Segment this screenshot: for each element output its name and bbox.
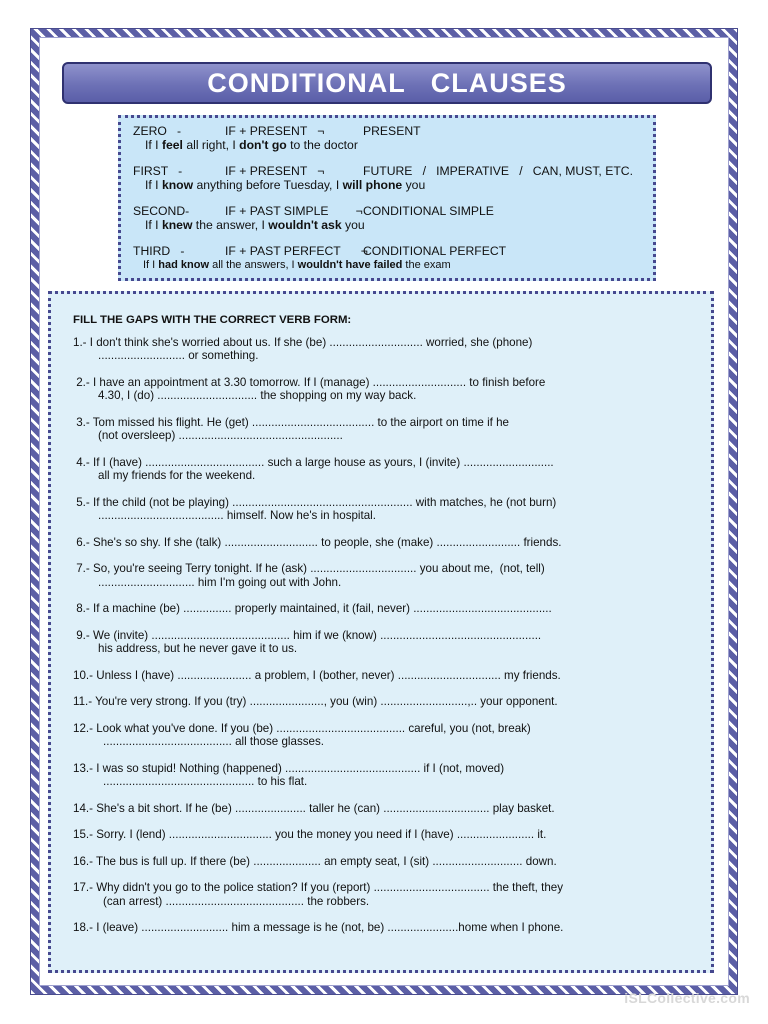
exercise-sentence: 2.- I have an appointment at 3.30 tomorrow. If I (manage) ............................. to finish before: [73, 375, 546, 389]
exercise-item: [73, 881, 693, 908]
exercise-item: [73, 602, 693, 616]
exercise-item: [73, 376, 693, 403]
rule-if-clause: IF + PRESENT ¬: [225, 164, 325, 178]
exercise-sentence: 5.- If the child (not be playing) ........................................................ with matches, he (not burn): [73, 495, 557, 509]
exercise-sentence: 1.- I don't think she's worried about us. If she (be) ............................. worried, she (phone): [73, 335, 533, 349]
title-banner: [62, 62, 712, 104]
exercise-sentence: 7.- So, you're seeing Terry tonight. If he (ask) ................................. you about me, (not, tell): [73, 562, 545, 575]
rule-if-clause: IF + PAST SIMPLE ¬: [225, 204, 363, 218]
example-text: anything before Tuesday, I: [193, 177, 343, 192]
exercise-item: [73, 416, 693, 443]
exercise-item: [73, 562, 693, 589]
exercise-item: [73, 828, 693, 842]
exercise-item: [73, 921, 693, 935]
exercise-sentence-continued: ....................................... himself. Now he's in hospital.: [98, 509, 376, 522]
exercise-item: [73, 496, 693, 523]
exercise-sentence: 16.- The bus is full up. If there (be) ..................... an empty seat, I (sit) ............................ down.: [73, 854, 557, 868]
exercise-item: [73, 722, 693, 749]
example-text: to the doctor: [286, 137, 358, 152]
rule-example: [133, 139, 641, 153]
example-text: all the answers, I: [209, 258, 298, 271]
exercise-sentence-continued: his address, but he never gave it to us.: [98, 642, 298, 655]
rule-block: [133, 205, 641, 232]
rule-formula: [133, 245, 641, 259]
exercise-sentence-continued: ........................... or something.: [98, 349, 259, 362]
example-text: you: [402, 177, 426, 192]
rule-block: [133, 245, 641, 272]
rule-block: [133, 125, 641, 152]
rule-main-clause: CONDITIONAL SIMPLE: [363, 204, 494, 218]
exercise-item: [73, 536, 693, 550]
rule-main-clause: CONDITIONAL PERFECT: [363, 244, 507, 258]
rule-if-clause: IF + PRESENT ¬: [225, 124, 325, 138]
example-verb: know: [161, 177, 194, 192]
exercise-title: FILL THE GAPS WITH THE CORRECT VERB FORM:: [73, 314, 352, 326]
rule-type: THIRD -: [133, 244, 185, 258]
rule-if-clause: IF + PAST PERFECT ¬: [225, 244, 368, 258]
watermark: iSLCollective.com: [624, 990, 750, 1006]
exercise-sentence: 6.- She's so shy. If she (talk) ............................. to people, she (make) .......................... friends.: [73, 535, 562, 549]
exercise-sentence-continued: all my friends for the weekend.: [98, 469, 256, 482]
example-verb: don't go: [239, 137, 287, 152]
rule-main-clause: FUTURE / IMPERATIVE / CAN, MUST, ETC.: [363, 164, 633, 178]
exercise-item: [73, 802, 693, 816]
exercise-item: [73, 669, 693, 683]
rule-type: ZERO -: [133, 124, 182, 138]
example-text: If I: [145, 177, 162, 192]
exercise-sentence: 13.- I was so stupid! Nothing (happened) .......................................... if I (not, moved): [73, 761, 505, 775]
example-text: If I: [143, 258, 159, 271]
exercise-sentence: 12.- Look what you've done. If you (be) ........................................ careful, you (not, break): [73, 721, 531, 735]
rule-example: [133, 179, 641, 193]
exercise-sentence: 8.- If a machine (be) ............... properly maintained, it (fail, never) ...........................................: [73, 602, 552, 615]
exercise-item: [73, 762, 693, 789]
exercise-item: [73, 855, 693, 869]
rule-type: FIRST -: [133, 164, 183, 178]
example-verb: had know: [158, 258, 210, 271]
exercise-sentence-continued: 4.30, I (do) ............................... the shopping on my way back.: [98, 389, 417, 402]
example-verb: knew: [161, 217, 193, 232]
exercise-sentence: 9.- We (invite) ........................................... him if we (know) ..................................................: [73, 628, 542, 642]
example-verb: feel: [161, 137, 183, 152]
example-text: all right, I: [182, 137, 240, 152]
exercise-item: [73, 456, 693, 483]
rules-box: [118, 115, 656, 281]
example-text: you: [341, 217, 365, 232]
exercise-sentence: 3.- Tom missed his flight. He (get) ...................................... to the airport on time if he: [73, 415, 509, 429]
rule-example: [133, 219, 641, 233]
example-verb: will phone: [342, 177, 403, 192]
example-text: the answer, I: [192, 217, 269, 232]
exercise-item: [73, 695, 693, 709]
exercise-sentence: 10.- Unless I (have) ....................... a problem, I (bother, never) ................................ my friends.: [73, 668, 561, 682]
rule-formula: [133, 125, 641, 139]
exercise-item: [73, 629, 693, 656]
exercise-list: [73, 336, 693, 935]
exercise-sentence: 18.- I (leave) ........................... him a message is he (not, be) ......................home when I phone.: [73, 921, 564, 934]
exercise-sentence: 11.- You're very strong. If you (try) ......................., you (win) ...........................,.. your opponent.: [73, 695, 558, 708]
rule-formula: [133, 205, 641, 219]
example-verb: wouldn't have failed: [297, 258, 403, 271]
exercise-sentence-continued: ........................................ all those glasses.: [103, 735, 325, 748]
exercise-sentence: 14.- She's a bit short. If he (be) ...................... taller he (can) ................................. play basket.: [73, 801, 555, 815]
exercise-sentence: 15.- Sorry. I (lend) ................................ you the money you need if I (have) ........................ it.: [73, 828, 547, 841]
page-title: CONDITIONAL CLAUSES: [207, 67, 567, 98]
example-text: If I: [145, 217, 162, 232]
exercise-sentence: 17.- Why didn't you go to the police station? If you (report) .................................... the theft, they: [73, 881, 564, 894]
exercise-sentence-continued: .............................. him I'm going out with John.: [98, 575, 342, 589]
exercise-sentence-continued: (not oversleep) ...................................................: [98, 429, 343, 442]
rule-main-clause: PRESENT: [363, 124, 421, 138]
example-text: the exam: [402, 258, 451, 271]
rule-type: SECOND-: [133, 204, 190, 218]
exercise-sentence-continued: ............................................... to his flat.: [103, 775, 308, 788]
rule-formula: [133, 165, 641, 179]
rule-block: [133, 165, 641, 192]
rule-example: [133, 259, 641, 273]
example-verb: wouldn't ask: [268, 217, 342, 232]
example-text: If I: [145, 137, 162, 152]
exercise-sentence-continued: (can arrest) ........................................... the robbers.: [103, 894, 370, 908]
exercise-box: [48, 291, 714, 973]
exercise-item: [73, 336, 693, 363]
exercise-sentence: 4.- If I (have) ..................................... such a large house as yours, I (invite) ............................: [73, 455, 554, 469]
